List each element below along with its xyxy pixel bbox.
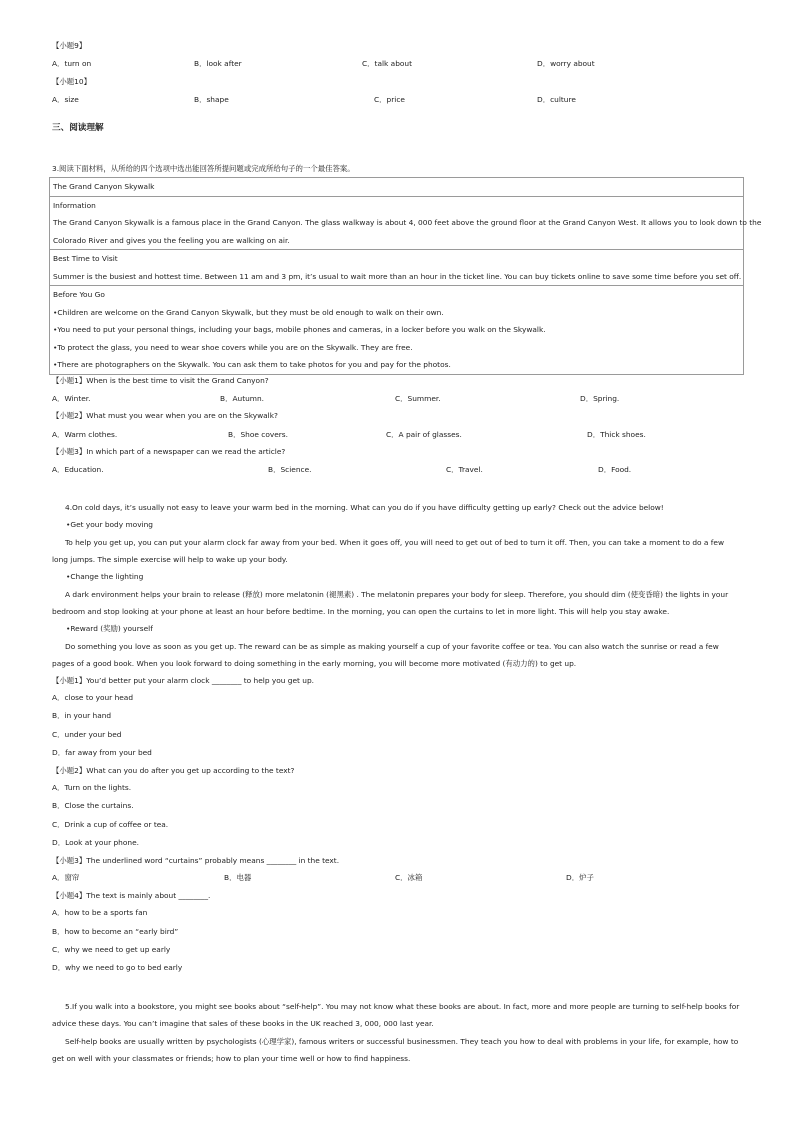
p3-q3-option-a[interactable]: A．Education.: [52, 465, 104, 474]
q9-option-a[interactable]: A．turn on: [52, 59, 92, 68]
p4-bullet-2: •Change the lighting: [66, 572, 144, 581]
best-time-line: Summer is the busiest and hottest time. Between 11 am and 3 pm, it’s usual to wait more than an hour in the ticket line. You can buy tickets online to save some time before you set off.: [53, 271, 742, 281]
p3-q2-option-a[interactable]: A．Warm clothes.: [52, 430, 118, 439]
p3-q2-option-d[interactable]: D．Thick shoes.: [587, 430, 646, 439]
p3-q2-option-c[interactable]: C．A pair of glasses.: [386, 430, 462, 439]
q9-option-c[interactable]: C．talk about: [362, 59, 412, 68]
p4-q3-options: [52, 874, 752, 884]
info-line-1: The Grand Canyon Skywalk is a famous place in the Grand Canyon. The glass walkway is about 4, 000 feet above the ground floor at the Grand Canyon West. It allows you to look down to the: [53, 218, 762, 227]
p3-q1-stem: 【小题1】When is the best time to visit the Grand Canyon?: [52, 376, 269, 385]
p5-text-2: Self-help books are usually written by psychologists (心理学家), famous writers or successful businessmen. They teach you how to deal with problems in your life, for example, how to get on well with your classmates or friends; how to plan your time well or how to find happiness.: [52, 1037, 739, 1064]
p4-q2-option-c[interactable]: C．Drink a cup of coffee or tea.: [52, 820, 169, 829]
p4-q1-option-b[interactable]: B．in your hand: [52, 711, 112, 720]
table-best-time-section: [50, 249, 743, 285]
p4-q1-option-a[interactable]: A．close to your head: [52, 693, 134, 702]
p3-q1-option-d[interactable]: D．Spring.: [580, 394, 620, 403]
before-item: •To protect the glass, you need to wear shoe covers while you are on the Skywalk. They are free.: [53, 342, 413, 352]
p3-q3-option-b[interactable]: B．Science.: [268, 465, 312, 474]
q9-option-b[interactable]: B．look after: [194, 59, 242, 68]
p5-text-1: 5.If you walk into a bookstore, you might see books about “self-help”. You may not know what these books are about. In fact, more and more people are turning to self-help books for advice these days. You can’t imagine that sales of these books in the UK reached 3, 000, 000 last year.: [52, 1002, 740, 1029]
p4-q4-option-d[interactable]: D．why we need to go to bed early: [52, 963, 183, 972]
p3-q3-option-d[interactable]: D．Food.: [598, 465, 632, 474]
q10-option-c[interactable]: C．price: [374, 95, 405, 104]
p3-q3-option-c[interactable]: C．Travel.: [446, 465, 483, 474]
p4-q3-option-c[interactable]: C．冰箱: [395, 873, 423, 882]
p4-bullet-1: •Get your body moving: [66, 520, 153, 529]
q9-options: [52, 60, 752, 70]
best-time-heading: Best Time to Visit: [53, 254, 118, 263]
p4-q1-option-c[interactable]: C．under your bed: [52, 730, 122, 739]
p3-q1-option-a[interactable]: A．Winter.: [52, 394, 91, 403]
p3-q2-options: [52, 431, 752, 441]
p4-q1-stem: 【小题1】You’d better put your alarm clock ________ to help you get up.: [52, 676, 314, 685]
table-before-section: [50, 285, 743, 374]
p4-q2-option-a[interactable]: A．Turn on the lights.: [52, 783, 132, 792]
table-title: The Grand Canyon Skywalk: [53, 182, 155, 191]
before-item: •Children are welcome on the Grand Canyon Skywalk, but they must be old enough to walk on their own.: [53, 307, 444, 317]
p4-q3-option-a[interactable]: A．窗帘: [52, 873, 80, 882]
q9-option-d[interactable]: D．worry about: [537, 59, 595, 68]
p4-q4-option-b[interactable]: B．how to become an “early bird”: [52, 927, 179, 936]
p3-q3-options: [52, 466, 752, 476]
p3-q3-stem: 【小题3】In which part of a newspaper can we read the article?: [52, 447, 286, 456]
before-item: •You need to put your personal things, including your bags, mobile phones and cameras, in a locker before you walk on the Skywalk.: [53, 325, 546, 334]
info-heading: Information: [53, 200, 96, 210]
p4-text-1: To help you get up, you can put your alarm clock far away from your bed. When it goes off, you will need to get out of bed to turn it off. Then, you can take a moment to do a few long jumps. The simple exercise will help to wake up your body.: [52, 538, 724, 565]
q10-option-b[interactable]: B．shape: [194, 95, 229, 104]
before-heading: Before You Go: [53, 290, 105, 299]
p4-text-2: A dark environment helps your brain to release (释放) more melatonin (褪黑素) . The melatonin prepares your body for sleep. Therefore, you should dim (使变昏暗) the lights in your bedroom and stop looking at your phone at least an hour before bedtime. In the morning, you can open the curtains to let in more light. This will help you stay awake.: [52, 590, 729, 617]
before-item: •There are photographers on the Skywalk. You can ask them to take photos for you and pay for the photos.: [53, 360, 451, 369]
p4-q3-stem: 【小题3】The underlined word “curtains” probably means ________ in the text.: [52, 856, 340, 865]
q10-option-a[interactable]: A．size: [52, 95, 79, 104]
p4-q2-option-d[interactable]: D．Look at your phone.: [52, 838, 139, 847]
p4-q3-option-d[interactable]: D．炉子: [566, 873, 594, 882]
p4-q4-stem: 【小题4】The text is mainly about ________.: [52, 891, 211, 900]
p3-q1-option-b[interactable]: B．Autumn.: [220, 394, 265, 403]
p4-intro: 4.On cold days, it’s usually not easy to leave your warm bed in the morning. What can you do if you have difficulty getting up early? Check out the advice below!: [65, 503, 664, 512]
p4-text-3: Do something you love as soon as you get up. The reward can be as simple as making yourself a cup of your favorite coffee or tea. You can also watch the sunrise or read a few pages of a good book. When you look forward to doing something in the early morning, you will become more motivated (有动力的) to get up.: [52, 642, 719, 669]
p3-q2-stem: 【小题2】What must you wear when you are on the Skywalk?: [52, 411, 278, 420]
p3-q1-options: [52, 395, 752, 405]
q9-label: 【小题9】: [52, 41, 87, 50]
p4-q3-option-b[interactable]: B．电器: [224, 873, 252, 882]
p4-q4-option-a[interactable]: A．how to be a sports fan: [52, 908, 148, 917]
info-line-2: Colorado River and gives you the feeling you are walking on air.: [53, 235, 290, 245]
p4-bullet-3: •Reward (奖励) yourself: [66, 624, 153, 633]
skywalk-table: [49, 177, 762, 375]
q10-options: [52, 96, 752, 106]
section-title: 三、阅读理解: [52, 123, 104, 133]
p3-instruction: 3.阅读下面材料，从所给的四个选项中选出能回答所提问题或完成所给句子的一个最佳答案。: [52, 164, 355, 173]
q10-option-d[interactable]: D．culture: [537, 95, 576, 104]
p4-q2-stem: 【小题2】What can you do after you get up according to the text?: [52, 766, 295, 775]
p4-q2-option-b[interactable]: B．Close the curtains.: [52, 801, 134, 810]
p3-q2-option-b[interactable]: B．Shoe covers.: [228, 430, 288, 439]
p4-q1-option-d[interactable]: D．far away from your bed: [52, 748, 152, 757]
table-title-section: [50, 178, 743, 196]
q10-label: 【小题10】: [52, 77, 91, 86]
p4-q4-option-c[interactable]: C．why we need to get up early: [52, 945, 171, 954]
p3-q1-option-c[interactable]: C．Summer.: [395, 394, 441, 403]
table-info-section: [50, 196, 762, 250]
